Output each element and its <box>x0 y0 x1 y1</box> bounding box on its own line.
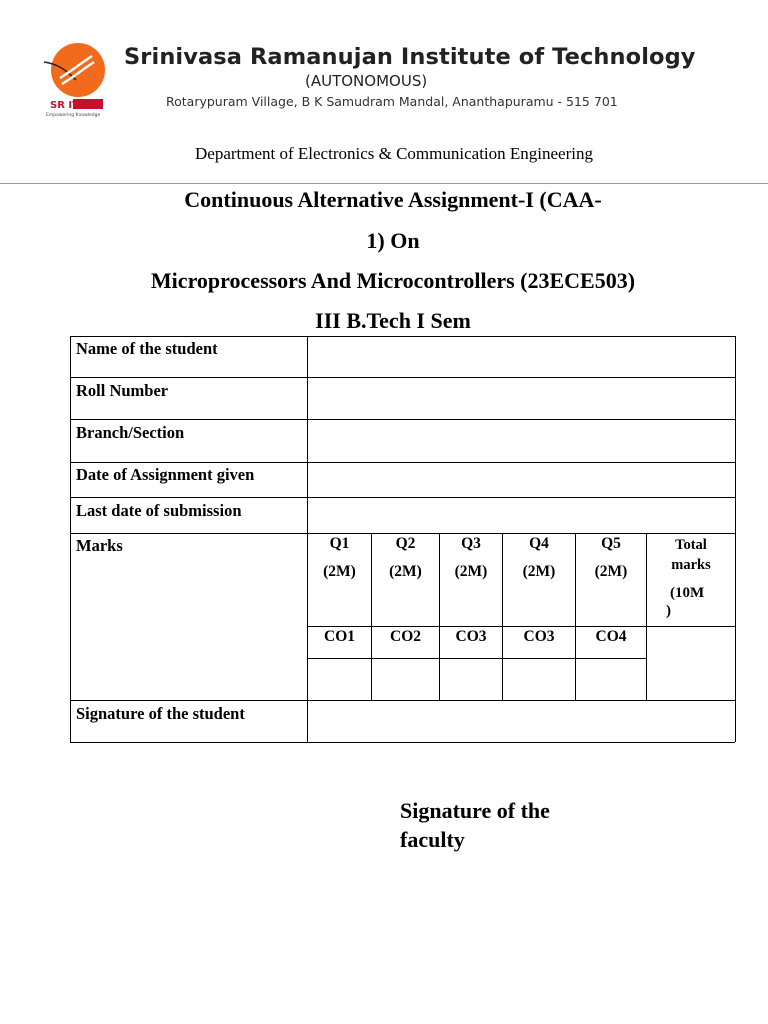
table-border-left <box>70 336 71 742</box>
label-student-signature: Signature of the student <box>76 704 245 723</box>
department-name: Department of Electronics & Communication Engineering <box>195 144 593 163</box>
q2-marks: (2M) <box>389 563 422 580</box>
q5-marks: (2M) <box>594 563 628 580</box>
last-date-field[interactable] <box>308 498 734 533</box>
student-signature-field[interactable] <box>308 701 734 742</box>
table-row-divider <box>70 533 735 534</box>
table-border-bottom <box>70 742 735 743</box>
q3-marks: (2M) <box>454 563 488 580</box>
q4-co: CO3 <box>523 628 555 645</box>
student-name-field[interactable] <box>308 337 734 377</box>
logo-text: SR IT <box>50 100 79 111</box>
total-marks-label-1: Total <box>675 537 707 553</box>
q3-mark-field[interactable] <box>440 659 502 700</box>
institute-address: Rotarypuram Village, B K Samudram Mandal, Ananthapuramu - 515 701 <box>166 94 618 109</box>
label-marks: Marks <box>76 536 123 555</box>
date-given-field[interactable] <box>308 463 734 497</box>
q5-header: Q5 <box>601 535 621 552</box>
q2-co: CO2 <box>390 628 421 645</box>
total-marks-label-2: marks <box>671 557 711 573</box>
q4-marks: (2M) <box>522 563 556 580</box>
q5-co: CO4 <box>595 628 627 645</box>
faculty-signature-line-2: faculty <box>400 827 465 852</box>
q4-header: Q4 <box>529 535 549 552</box>
q1-co: CO1 <box>324 628 355 645</box>
q4-mark-field[interactable] <box>503 659 575 700</box>
institute-name: Srinivasa Ramanujan Institute of Technology <box>124 44 696 70</box>
assignment-title-line-1: Continuous Alternative Assignment-I (CAA- <box>184 187 602 212</box>
label-branch-section: Branch/Section <box>76 423 185 442</box>
roll-number-field[interactable] <box>308 378 734 419</box>
branch-section-field[interactable] <box>308 420 734 462</box>
table-border-right <box>735 336 736 742</box>
label-last-date: Last date of submission <box>76 501 242 520</box>
faculty-signature-label <box>400 796 640 854</box>
label-student-name: Name of the student <box>76 339 218 358</box>
q1-mark-field[interactable] <box>308 659 371 700</box>
q1-marks: (2M) <box>323 563 356 580</box>
q1-header: Q1 <box>329 535 350 552</box>
course-title: Microprocessors And Microcontrollers (23ECE503) <box>150 268 636 293</box>
total-marks-label-4: ) <box>666 603 671 619</box>
q2-header: Q2 <box>395 535 416 552</box>
q3-co: CO3 <box>455 628 487 645</box>
total-marks-field[interactable] <box>647 627 735 700</box>
label-date-given: Date of Assignment given <box>76 465 255 484</box>
semester-title: III B.Tech I Sem <box>315 308 471 333</box>
assignment-title-line-2: 1) On <box>366 228 420 253</box>
header-divider <box>0 183 768 184</box>
total-marks-label-3: (10M <box>670 585 705 601</box>
institute-status: (AUTONOMOUS) <box>305 72 428 90</box>
faculty-signature-line-1: Signature of the <box>400 798 550 823</box>
institute-logo <box>40 42 110 118</box>
q2-mark-field[interactable] <box>372 659 439 700</box>
label-roll-number: Roll Number <box>76 381 169 400</box>
q3-header: Q3 <box>461 535 481 552</box>
q5-mark-field[interactable] <box>576 659 646 700</box>
logo-tagline: Empowering Knowledge <box>46 113 101 118</box>
